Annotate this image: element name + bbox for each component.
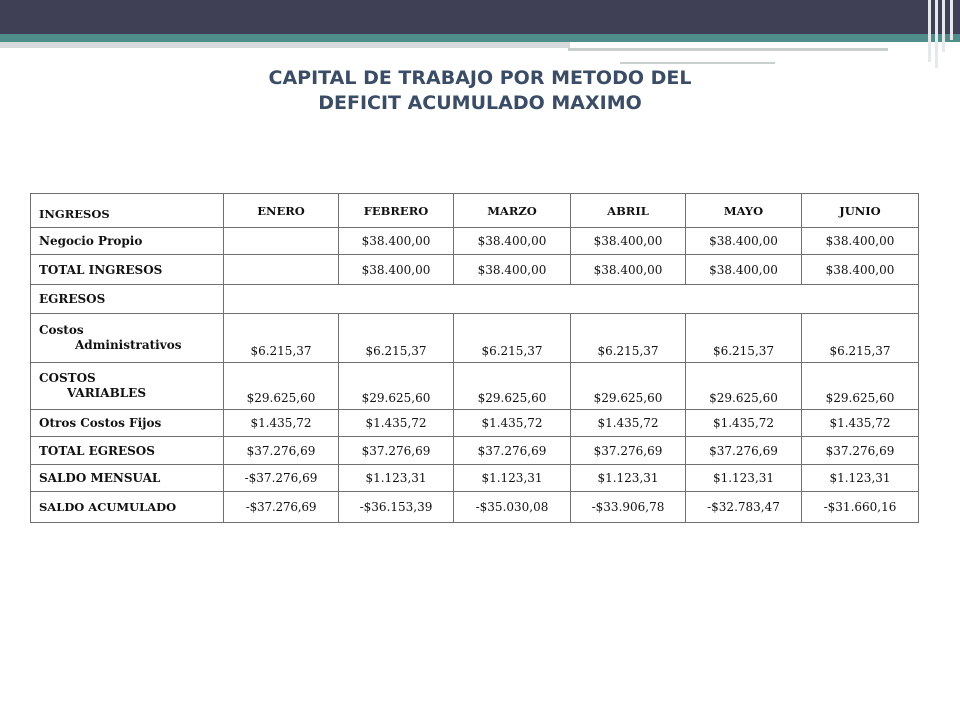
table-row-total-ingresos <box>31 255 919 285</box>
row-label: TOTAL INGRESOS <box>31 255 224 285</box>
table-header-row <box>31 194 919 228</box>
header-ingresos: INGRESOS <box>31 194 224 228</box>
table-row-saldo-acumulado <box>31 492 919 523</box>
table-cell: $1.123,31 <box>686 465 802 492</box>
header-month: JUNIO <box>802 194 919 228</box>
table-cell: -$33.906,78 <box>571 492 686 523</box>
table-row-otros-costos-fijos <box>31 410 919 437</box>
corner-decoration <box>924 0 960 68</box>
cash-flow-table <box>30 193 919 523</box>
table-cell: $38.400,00 <box>802 255 919 285</box>
row-label: EGRESOS <box>31 285 224 314</box>
table-row-saldo-mensual <box>31 465 919 492</box>
row-label-line-1: COSTOS <box>39 371 96 385</box>
table-cell: $38.400,00 <box>339 255 454 285</box>
table-cell: $1.435,72 <box>224 410 339 437</box>
row-label: Negocio Propio <box>31 228 224 255</box>
top-bar <box>0 0 960 34</box>
header-month: MAYO <box>686 194 802 228</box>
table-cell: $38.400,00 <box>454 255 571 285</box>
header-month: FEBRERO <box>339 194 454 228</box>
table-cell: $29.625,60 <box>686 363 802 410</box>
table-cell: $1.123,31 <box>571 465 686 492</box>
table-cell: $1.123,31 <box>802 465 919 492</box>
table-cell: $38.400,00 <box>686 228 802 255</box>
table-cell: $6.215,37 <box>686 314 802 363</box>
table-cell: $38.400,00 <box>571 255 686 285</box>
table-cell: -$37.276,69 <box>224 465 339 492</box>
row-label: Otros Costos Fijos <box>31 410 224 437</box>
table-cell: $29.625,60 <box>454 363 571 410</box>
table-cell: -$37.276,69 <box>224 492 339 523</box>
table-row-egresos <box>31 285 919 314</box>
row-label-line-2: VARIABLES <box>67 386 146 400</box>
table-row-costos-variables <box>31 363 919 410</box>
header-month: MARZO <box>454 194 571 228</box>
row-label <box>31 314 224 363</box>
table-cell: $37.276,69 <box>686 437 802 465</box>
table-cell: -$32.783,47 <box>686 492 802 523</box>
table-cell: $37.276,69 <box>224 437 339 465</box>
row-label: TOTAL EGRESOS <box>31 437 224 465</box>
table-cell: $38.400,00 <box>686 255 802 285</box>
row-label-line-2: Administrativos <box>75 338 182 352</box>
table-cell: $38.400,00 <box>454 228 571 255</box>
table-cell: $29.625,60 <box>339 363 454 410</box>
table-cell: $6.215,37 <box>224 314 339 363</box>
row-label: SALDO MENSUAL <box>31 465 224 492</box>
table-cell: $1.435,72 <box>686 410 802 437</box>
table-row-negocio-propio <box>31 228 919 255</box>
table-cell: $29.625,60 <box>224 363 339 410</box>
accent-bar <box>0 34 960 42</box>
table-cell: $29.625,60 <box>802 363 919 410</box>
table-cell: -$36.153,39 <box>339 492 454 523</box>
table-row-costos-administrativos <box>31 314 919 363</box>
table-cell: $1.435,72 <box>571 410 686 437</box>
title-line-1: CAPITAL DE TRABAJO POR METODO DEL <box>268 67 692 89</box>
table-cell: $38.400,00 <box>339 228 454 255</box>
page-title <box>200 66 760 116</box>
table-cell: $37.276,69 <box>339 437 454 465</box>
table-cell: $38.400,00 <box>571 228 686 255</box>
header-month: ENERO <box>224 194 339 228</box>
table-cell: -$31.660,16 <box>802 492 919 523</box>
table-cell-empty <box>224 285 919 314</box>
table-cell: $38.400,00 <box>802 228 919 255</box>
table-cell: $37.276,69 <box>571 437 686 465</box>
table-cell: $1.123,31 <box>339 465 454 492</box>
table-cell: $1.435,72 <box>802 410 919 437</box>
table-cell: $1.435,72 <box>339 410 454 437</box>
decorative-line <box>568 48 888 51</box>
table-cell: $6.215,37 <box>571 314 686 363</box>
row-label-line-1: Costos <box>39 323 84 337</box>
table-cell <box>224 255 339 285</box>
table-cell: $37.276,69 <box>802 437 919 465</box>
table-cell: $6.215,37 <box>454 314 571 363</box>
decorative-line <box>620 62 775 64</box>
table-cell: $6.215,37 <box>802 314 919 363</box>
table-cell: $37.276,69 <box>454 437 571 465</box>
row-label: SALDO ACUMULADO <box>31 492 224 523</box>
table-cell: $1.123,31 <box>454 465 571 492</box>
title-line-2: DEFICIT ACUMULADO MAXIMO <box>318 92 642 114</box>
table-cell: $29.625,60 <box>571 363 686 410</box>
header-month: ABRIL <box>571 194 686 228</box>
table-cell <box>224 228 339 255</box>
table-cell: $1.435,72 <box>454 410 571 437</box>
row-label <box>31 363 224 410</box>
table-cell: -$35.030,08 <box>454 492 571 523</box>
table-cell: $6.215,37 <box>339 314 454 363</box>
decorative-strip <box>0 42 570 48</box>
table-row-total-egresos <box>31 437 919 465</box>
